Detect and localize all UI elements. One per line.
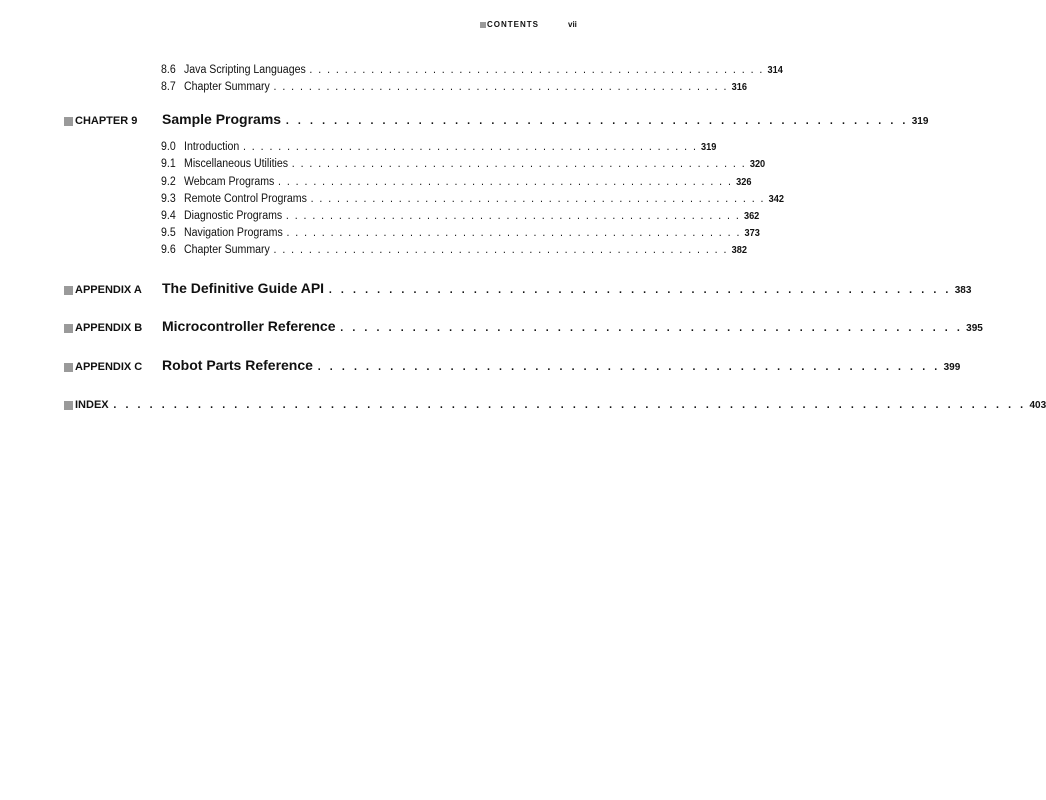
section-number: 9.3	[161, 193, 176, 205]
dot-leader: . . . . . . . . . . . . . . . . . . . . . . . . . . . . . . . . . . . . . . . . . . . . . . . . . . . .	[291, 158, 747, 170]
dot-leader: . . . . . . . . . . . . . . . . . . . . . . . . . . . . . . . . . . . . . . . . . . . . . . . . . . . .	[328, 280, 951, 297]
appendix-page: 395	[966, 323, 983, 334]
toc-section-entry[interactable]	[161, 227, 760, 239]
chapter-label-text: CHAPTER 9	[75, 115, 138, 127]
appendix-label	[64, 284, 162, 296]
toc-section-entry[interactable]	[161, 210, 760, 222]
section-page: 326	[736, 177, 752, 188]
section-number: 9.6	[161, 244, 176, 256]
toc-index-entry[interactable]	[64, 395, 1046, 413]
section-title: Java Scripting Languages	[184, 64, 306, 76]
section-title: Webcam Programs	[184, 176, 275, 188]
square-bullet-icon	[480, 22, 486, 28]
appendix-label	[64, 322, 162, 334]
section-number: 8.7	[161, 81, 176, 93]
dot-leader: . . . . . . . . . . . . . . . . . . . . . . . . . . . . . . . . . . . . . . . . . . . . . . . . . . . .	[242, 141, 698, 153]
page-folio: vii	[568, 20, 577, 29]
toc-section-entry[interactable]	[161, 141, 717, 153]
toc-section-entry[interactable]	[161, 244, 747, 256]
dot-leader: . . . . . . . . . . . . . . . . . . . . . . . . . . . . . . . . . . . . . . . . . . . . . . . . . . . .	[286, 227, 741, 239]
section-page: 382	[731, 245, 747, 256]
section-page: 314	[767, 65, 783, 76]
section-page: 362	[743, 211, 760, 222]
section-page: 320	[749, 159, 766, 170]
appendix-label-text: APPENDIX B	[75, 322, 143, 334]
section-number: 9.2	[161, 176, 176, 188]
dot-leader: . . . . . . . . . . . . . . . . . . . . . . . . . . . . . . . . . . . . . . . . . . . . . . . . . . . .	[339, 318, 963, 335]
dot-leader: . . . . . . . . . . . . . . . . . . . . . . . . . . . . . . . . . . . . . . . . . . . . . . . . . . . .	[316, 357, 940, 374]
section-number: 9.1	[161, 158, 176, 170]
dot-leader: . . . . . . . . . . . . . . . . . . . . . . . . . . . . . . . . . . . . . . . . . . . . . . . . . . . .	[310, 193, 765, 205]
square-bullet-icon	[64, 401, 73, 410]
appendix-title: Microcontroller Reference	[162, 318, 336, 334]
section-number: 9.4	[161, 210, 176, 222]
toc-section-entry[interactable]	[161, 176, 752, 188]
toc-section-entry[interactable]	[161, 64, 783, 76]
dot-leader: . . . . . . . . . . . . . . . . . . . . . . . . . . . . . . . . . . . . . . . . . . . . . . . . . . . .	[273, 81, 728, 93]
dot-leader: . . . . . . . . . . . . . . . . . . . . . . . . . . . . . . . . . . . . . . . . . . . . . . . . . . . .	[309, 64, 764, 76]
square-bullet-icon	[64, 363, 73, 372]
square-bullet-icon	[64, 324, 73, 333]
toc-appendix-entry[interactable]	[64, 318, 983, 336]
section-page: 373	[744, 228, 760, 239]
dot-leader: . . . . . . . . . . . . . . . . . . . . . . . . . . . . . . . . . . . . . . . . . . . . . . . . . . . .	[278, 176, 733, 188]
appendix-label-text: APPENDIX C	[75, 361, 143, 373]
toc-section-entry[interactable]	[161, 158, 766, 170]
chapter-title: Sample Programs	[162, 111, 282, 127]
dot-leader: . . . . . . . . . . . . . . . . . . . . . . . . . . . . . . . . . . . . . . . . . . . . . . . . . . . . . . . . . . . . . . . . . . . . . . . . . . . .	[112, 395, 1026, 412]
index-label	[64, 399, 109, 411]
running-head-title: CONTENTS	[487, 20, 539, 29]
section-number: 8.6	[161, 64, 176, 76]
section-page: 319	[701, 142, 717, 153]
section-title: Chapter Summary	[184, 81, 270, 93]
section-number: 9.5	[161, 227, 176, 239]
toc-appendix-entry[interactable]	[64, 280, 972, 298]
chapter-page: 319	[911, 116, 929, 127]
appendix-label	[64, 361, 162, 373]
toc-section-entry[interactable]	[161, 193, 784, 205]
section-title: Chapter Summary	[184, 244, 270, 256]
square-bullet-icon	[64, 117, 73, 126]
index-page: 403	[1029, 400, 1046, 411]
appendix-page: 383	[954, 285, 972, 296]
square-bullet-icon	[64, 286, 73, 295]
chapter-label	[64, 115, 162, 127]
dot-leader: . . . . . . . . . . . . . . . . . . . . . . . . . . . . . . . . . . . . . . . . . . . . . . . . . . . .	[285, 111, 908, 128]
toc-chapter-entry[interactable]	[64, 111, 929, 129]
toc-section-entry[interactable]	[161, 81, 747, 93]
section-title: Miscellaneous Utilities	[184, 158, 289, 170]
index-label-text: INDEX	[75, 399, 109, 411]
section-number: 9.0	[161, 141, 176, 153]
running-head	[480, 20, 580, 34]
section-page: 342	[768, 194, 784, 205]
dot-leader: . . . . . . . . . . . . . . . . . . . . . . . . . . . . . . . . . . . . . . . . . . . . . . . . . . . .	[285, 210, 741, 222]
section-page: 316	[731, 82, 747, 93]
appendix-title: The Definitive Guide API	[162, 280, 325, 296]
section-title: Diagnostic Programs	[184, 210, 283, 222]
appendix-page: 399	[943, 362, 961, 373]
appendix-title: Robot Parts Reference	[162, 357, 313, 373]
section-title: Navigation Programs	[184, 227, 283, 239]
section-title: Introduction	[184, 141, 240, 153]
appendix-label-text: APPENDIX A	[75, 284, 142, 296]
section-title: Remote Control Programs	[184, 193, 307, 205]
toc-appendix-entry[interactable]	[64, 357, 961, 375]
dot-leader: . . . . . . . . . . . . . . . . . . . . . . . . . . . . . . . . . . . . . . . . . . . . . . . . . . . .	[273, 244, 728, 256]
